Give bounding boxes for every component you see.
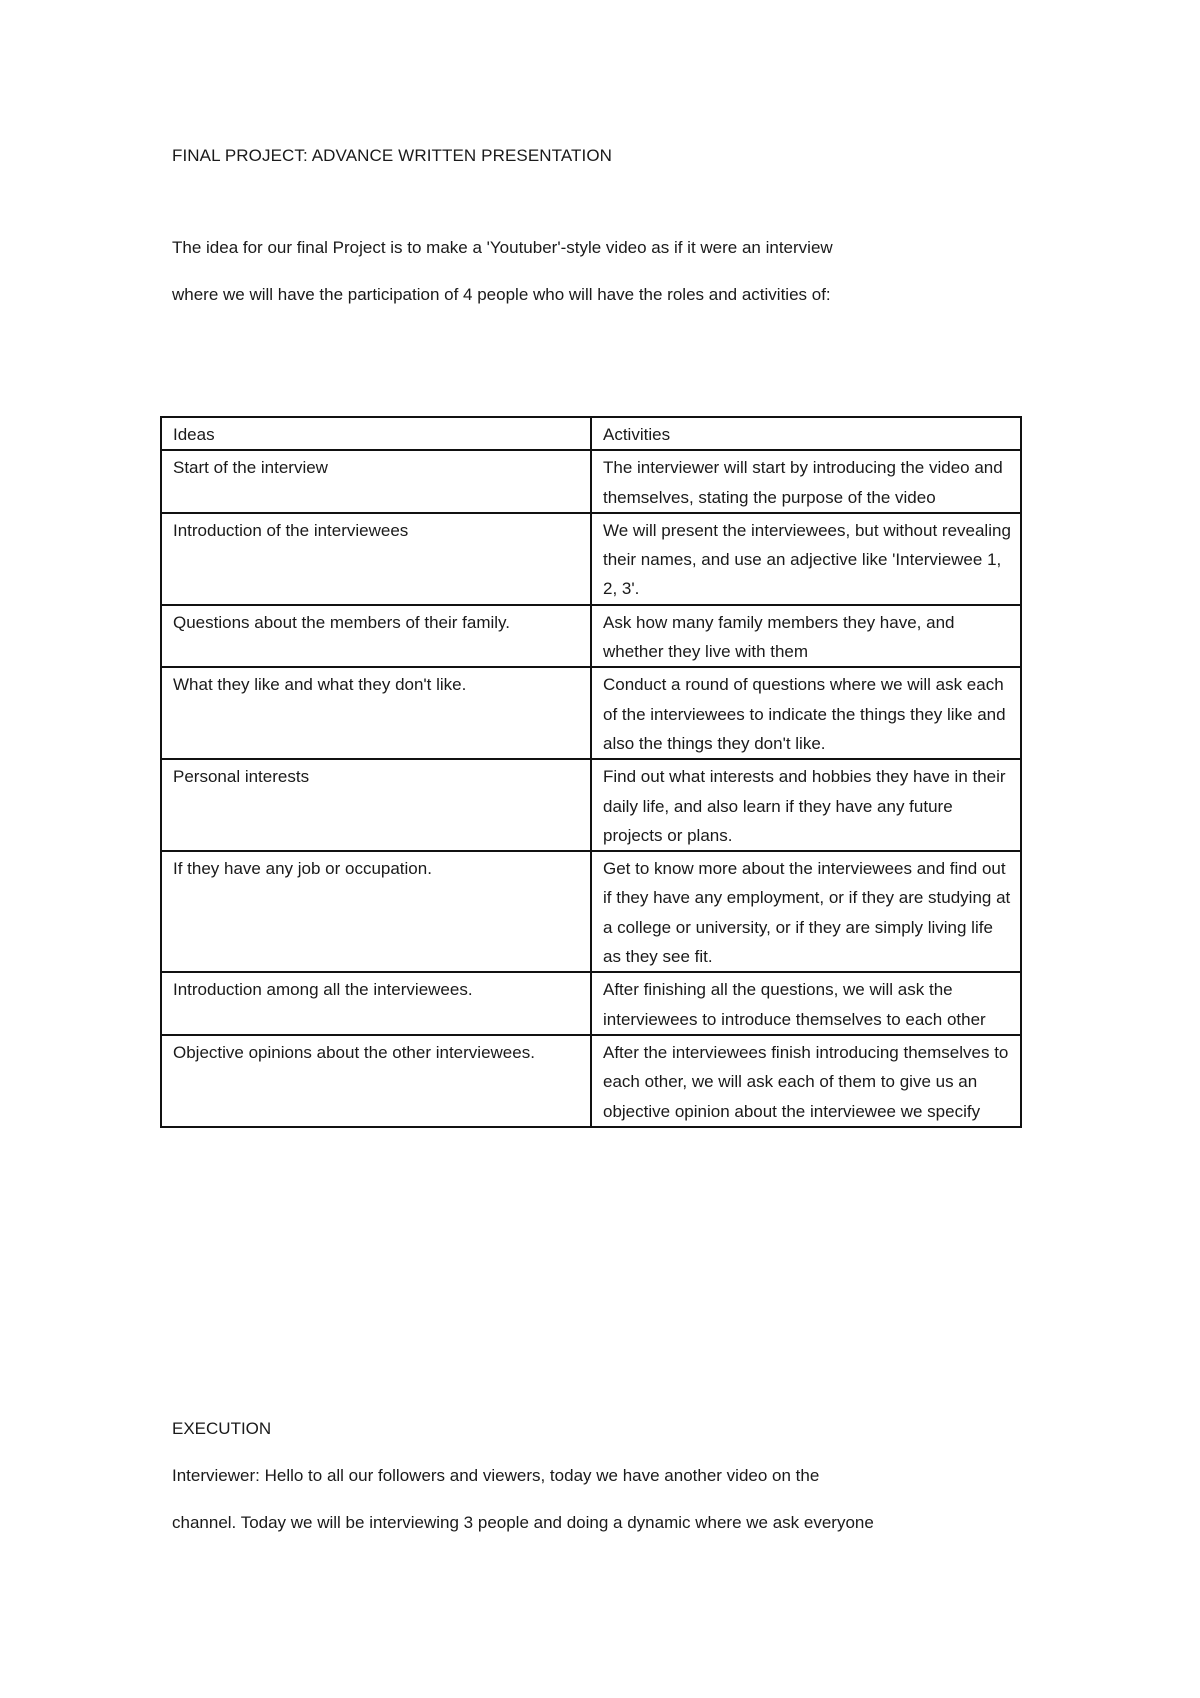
activity-cell: Conduct a round of questions where we will ask each of the interviewees to indicate the things they like and also the things they don't like.	[591, 667, 1021, 759]
header-ideas: Ideas	[161, 417, 591, 450]
table-header-row	[161, 417, 1021, 450]
idea-cell: If they have any job or occupation.	[161, 851, 591, 972]
idea-cell: Personal interests	[161, 759, 591, 851]
table-row	[161, 759, 1021, 851]
activity-cell: Ask how many family members they have, and whether they live with them	[591, 605, 1021, 668]
execution-heading: EXECUTION	[172, 1419, 272, 1438]
table-row	[161, 851, 1021, 972]
table-row	[161, 972, 1021, 1035]
execution-line-1: Interviewer: Hello to all our followers and viewers, today we have another video on the	[172, 1466, 820, 1485]
idea-cell: Objective opinions about the other interviewees.	[161, 1035, 591, 1127]
table-row	[161, 1035, 1021, 1127]
idea-cell: Introduction among all the interviewees.	[161, 972, 591, 1035]
idea-cell: Start of the interview	[161, 450, 591, 513]
ideas-activities-table	[160, 416, 1022, 1128]
execution-line-2: channel. Today we will be interviewing 3 people and doing a dynamic where we ask everyone	[172, 1513, 874, 1532]
document-title: FINAL PROJECT: ADVANCE WRITTEN PRESENTATION	[172, 146, 613, 165]
table-row	[161, 513, 1021, 605]
activity-cell: Find out what interests and hobbies they have in their daily life, and also learn if they have any future projects or plans.	[591, 759, 1021, 851]
table-row	[161, 667, 1021, 759]
table-row	[161, 605, 1021, 668]
idea-cell: Questions about the members of their family.	[161, 605, 591, 668]
idea-cell: Introduction of the interviewees	[161, 513, 591, 605]
activity-cell: We will present the interviewees, but without revealing their names, and use an adjective like 'Interviewee 1, 2, 3'.	[591, 513, 1021, 605]
table-row	[161, 450, 1021, 513]
intro-line-2: where we will have the participation of 4 people who will have the roles and activities of:	[172, 285, 831, 304]
activity-cell: The interviewer will start by introducing the video and themselves, stating the purpose of the video	[591, 450, 1021, 513]
intro-line-1: The idea for our final Project is to make a 'Youtuber'-style video as if it were an interview	[172, 238, 833, 257]
header-activities: Activities	[591, 417, 1021, 450]
idea-cell: What they like and what they don't like.	[161, 667, 591, 759]
activity-cell: After finishing all the questions, we will ask the interviewees to introduce themselves to each other	[591, 972, 1021, 1035]
activity-cell: After the interviewees finish introducing themselves to each other, we will ask each of them to give us an objective opinion about the interviewee we specify	[591, 1035, 1021, 1127]
activity-cell: Get to know more about the interviewees and find out if they have any employment, or if they are studying at a college or university, or if they are simply living life as they see fit.	[591, 851, 1021, 972]
